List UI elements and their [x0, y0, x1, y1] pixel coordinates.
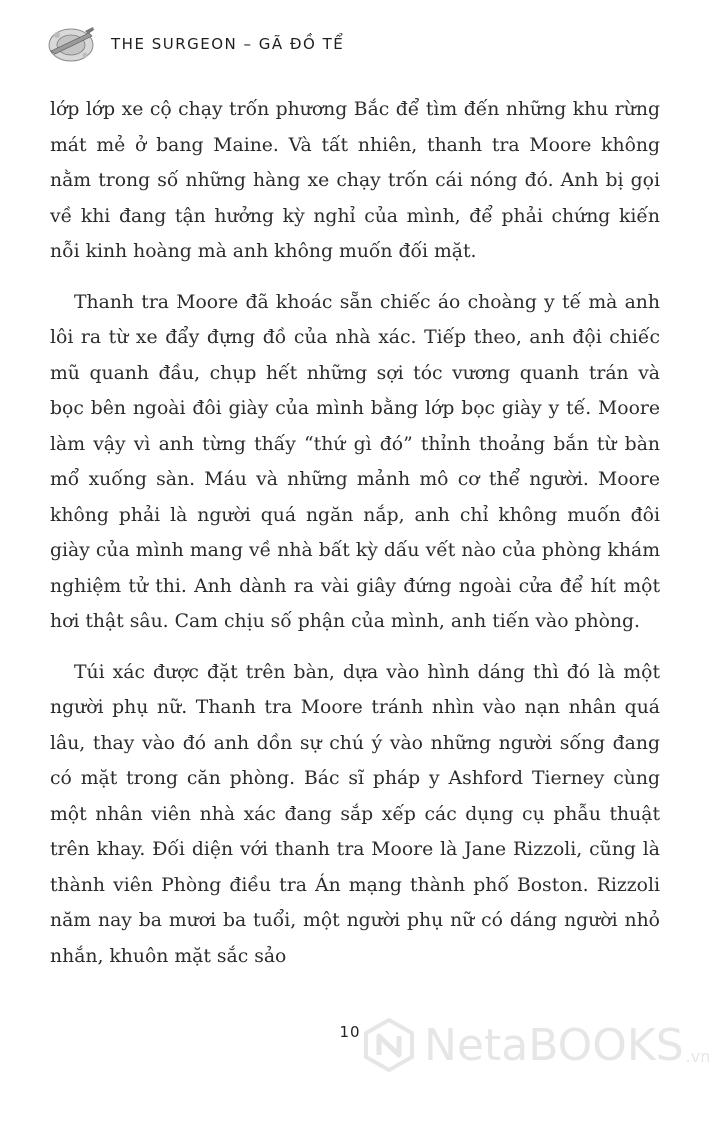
paragraph: Thanh tra Moore đã khoác sẵn chiếc áo choàng y tế mà anh lôi ra từ xe đẩy đựng đồ của nhà xác. Tiếp theo, anh đội chiếc mũ quanh đầu, chụp hết những sợi tóc vương quanh trán và bọc bên ngoài đôi giày của mình bằng lớp bọc giày y tế. Moore làm vậy vì anh từng thấy “thứ gì đó” thỉnh thoảng bắn từ bàn mổ xuống sàn. Máu và những mảnh mô cơ thể người. Moore không phải là người quá ngăn nắp, anh chỉ không muốn đôi giày của mình mang về nhà bất kỳ dấu vết nào của phòng khám nghiệm tử thi. Anh dành ra vài giây đứng ngoài cửa để hít một hơi thật sâu. Cam chịu số phận của mình, anh tiến vào phòng. — [50, 291, 660, 632]
running-header — [45, 18, 344, 68]
scalpel-emblem-icon — [45, 21, 97, 65]
book-title: THE SURGEON – GÃ ĐỒ TỂ — [111, 35, 345, 53]
watermark — [360, 1016, 710, 1074]
watermark-suffix: .vn — [685, 1047, 710, 1066]
paragraph: Túi xác được đặt trên bàn, dựa vào hình dáng thì đó là một người phụ nữ. Thanh tra Moore tránh nhìn vào nạn nhân quá lâu, thay vào đó anh dồn sự chú ý vào những người sống đang có mặt trong căn phòng. Bác sĩ pháp y Ashford Tierney cùng một nhân viên nhà xác đang sắp xếp các dụng cụ phẫu thuật trên khay. Đối diện với thanh tra Moore là Jane Rizzoli, cũng là thành viên Phòng điều tra Án mạng thành phố Boston. Rizzoli năm nay ba mươi ba tuổi, một người phụ nữ có dáng người nhỏ nhắn, khuôn mặt sắc sảo — [50, 661, 660, 967]
watermark-text: NetaBOOKS — [424, 1019, 684, 1071]
paragraph: lớp lớp xe cộ chạy trốn phương Bắc để tìm đến những khu rừng mát mẻ ở bang Maine. Và tất nhiên, thanh tra Moore không nằm trong số những hàng xe chạy trốn cái nóng đó. Anh bị gọi về khi đang tận hưởng kỳ nghỉ của mình, để phải chứng kiến nỗi kinh hoàng mà anh không muốn đối mặt. — [50, 99, 660, 262]
netabooks-logo-icon — [360, 1016, 418, 1074]
body-text — [50, 92, 660, 974]
page-number: 10 — [339, 1023, 361, 1041]
